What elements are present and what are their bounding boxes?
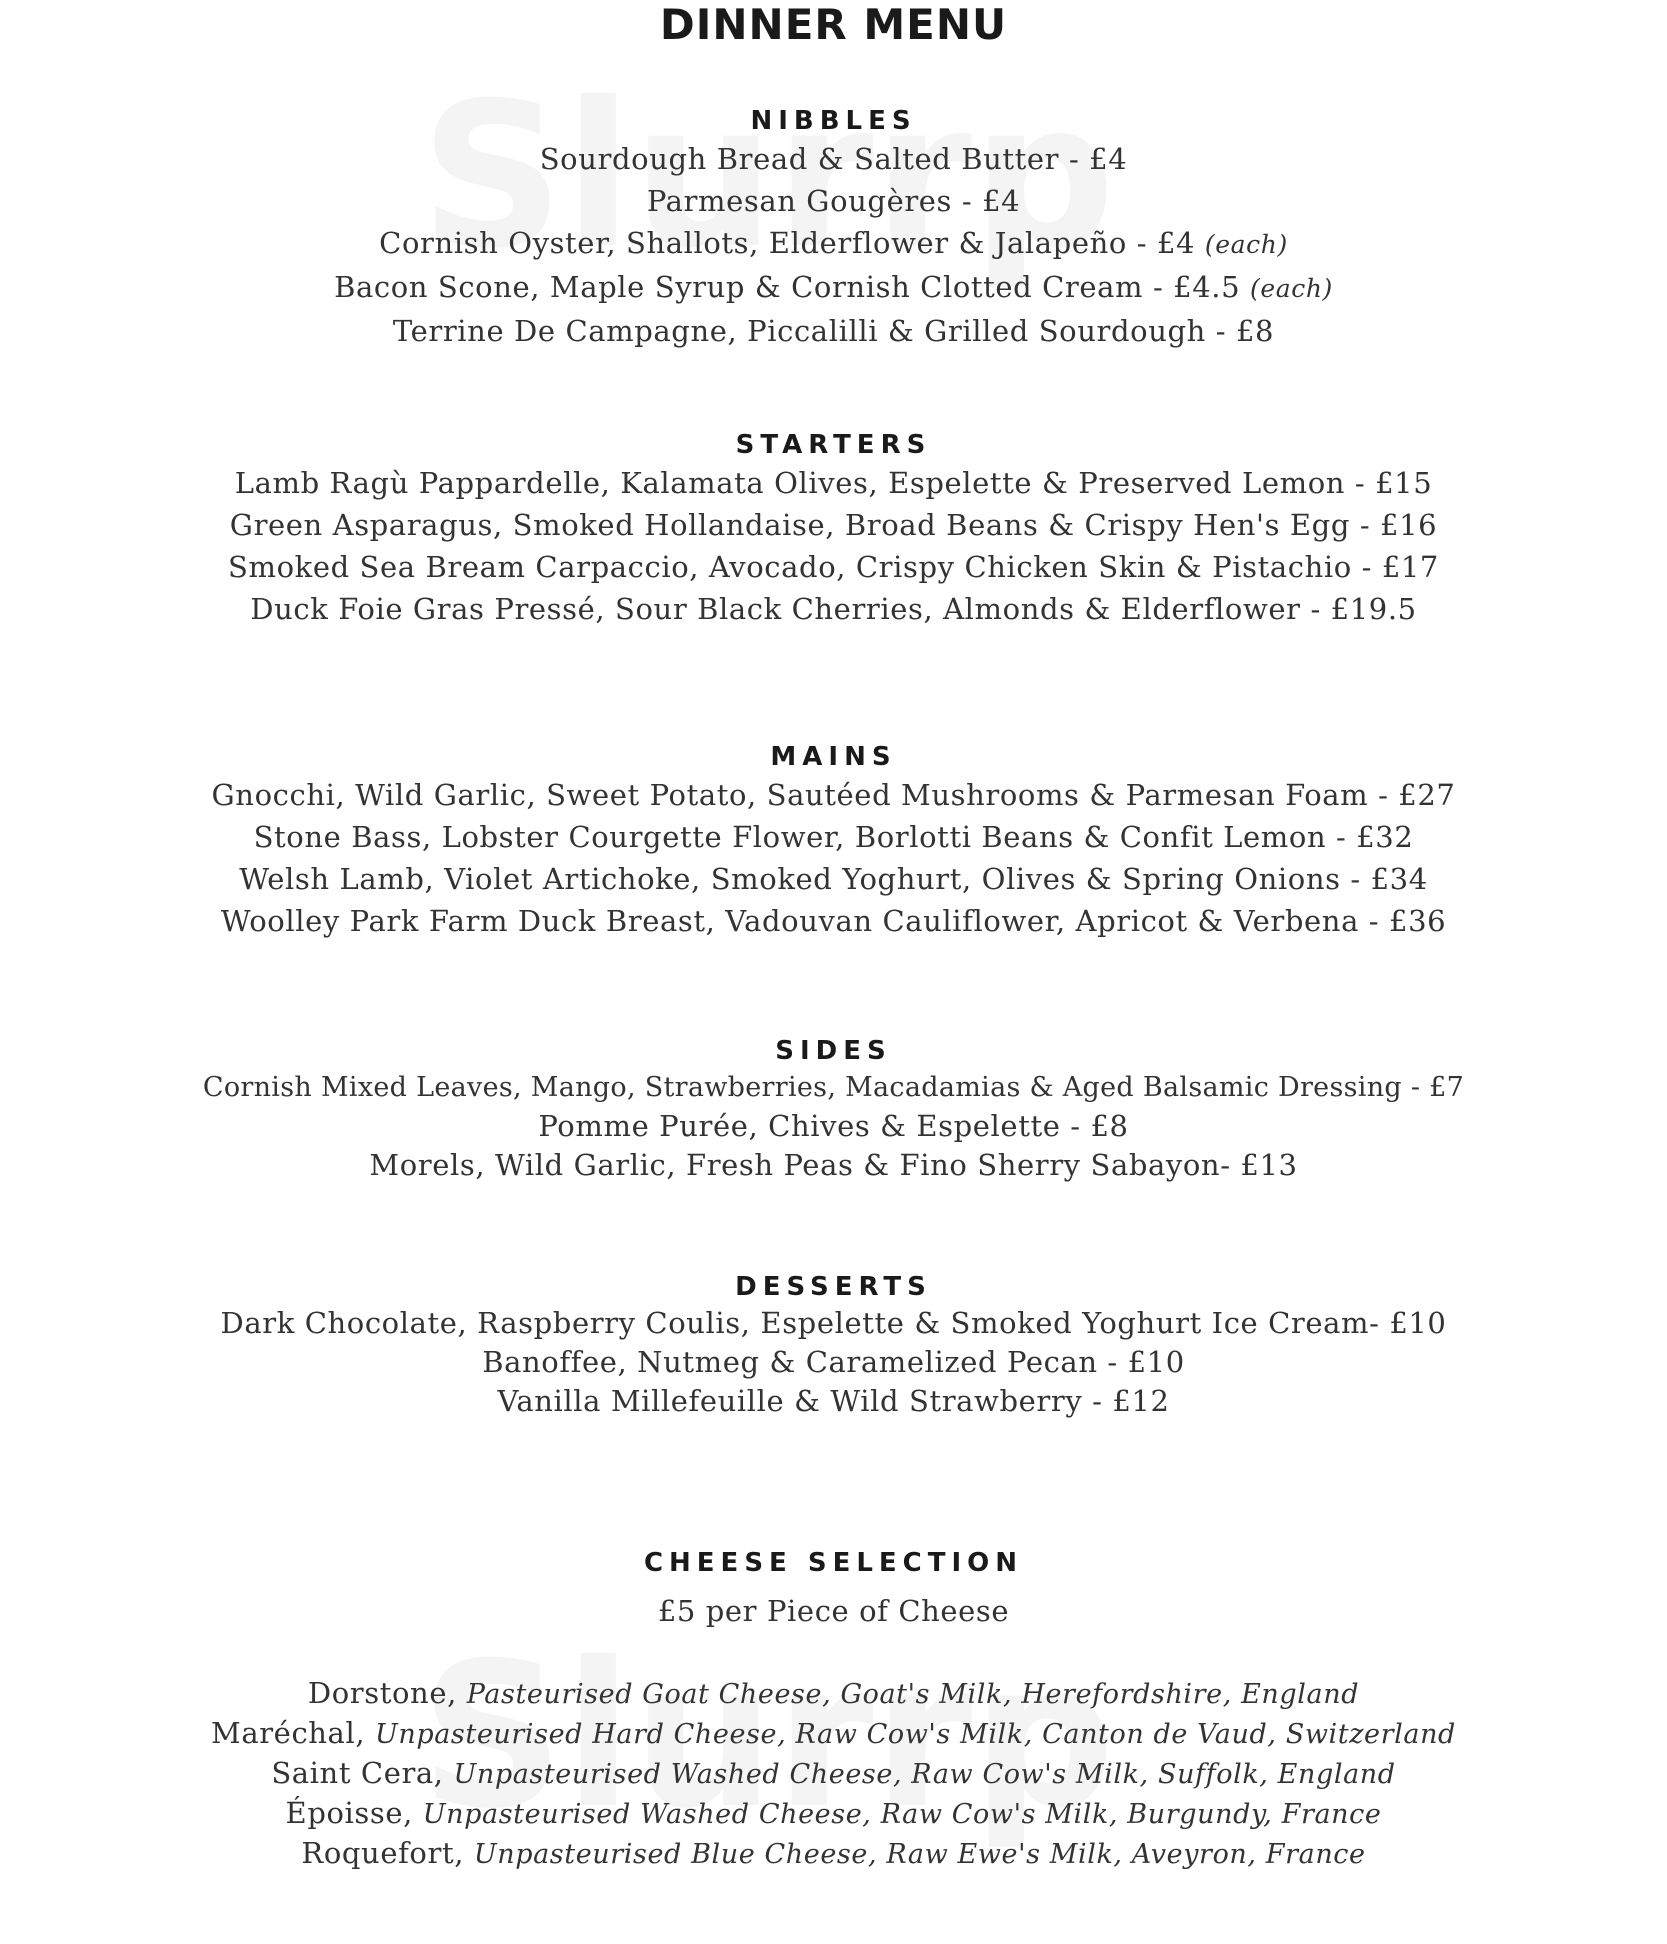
- cheese-item: [0, 1754, 1667, 1794]
- section-heading-starters: STARTERS: [735, 430, 932, 460]
- menu-item: Green Asparagus, Smoked Hollandaise, Broad Beans & Crispy Hen's Egg - £16: [229, 508, 1438, 542]
- menu-item: Sourdough Bread & Salted Butter - £4: [539, 142, 1128, 176]
- menu-item: Terrine De Campagne, Piccalilli & Grilled Sourdough - £8: [392, 314, 1275, 348]
- menu-item: Banoffee, Nutmeg & Caramelized Pecan - £10: [482, 1345, 1185, 1379]
- cheese-item: [0, 1674, 1667, 1714]
- cheese-description: Unpasteurised Hard Cheese, Raw Cow's Milk, Canton de Vaud, Switzerland: [374, 1719, 1456, 1750]
- cheese-description: Unpasteurised Blue Cheese, Raw Ewe's Milk, Aveyron, France: [473, 1839, 1366, 1870]
- section-cheese: [0, 1546, 1667, 1874]
- cheese-item: [0, 1794, 1667, 1834]
- cheese-item: [0, 1834, 1667, 1874]
- menu-item: Woolley Park Farm Duck Breast, Vadouvan Cauliflower, Apricot & Verbena - £36: [220, 904, 1447, 938]
- menu-item: Cornish Oyster, Shallots, Elderflower & Jalapeño - £4 (each): [379, 226, 1288, 260]
- section-nibbles: [0, 104, 1667, 352]
- cheese-description: Pasteurised Goat Cheese, Goat's Milk, Herefordshire, England: [466, 1679, 1360, 1710]
- section-heading-cheese: CHEESE SELECTION: [643, 1548, 1024, 1578]
- menu-item: Bacon Scone, Maple Syrup & Cornish Clotted Cream - £4.5 (each): [334, 270, 1333, 304]
- item-note: (each): [1204, 230, 1288, 259]
- section-desserts: [0, 1270, 1667, 1421]
- cheese-description: Unpasteurised Washed Cheese, Raw Cow's Milk, Suffolk, England: [453, 1759, 1396, 1790]
- menu-item: Dark Chocolate, Raspberry Coulis, Espelette & Smoked Yoghurt Ice Cream- £10: [220, 1306, 1447, 1340]
- cheese-price: £5 per Piece of Cheese: [657, 1594, 1010, 1628]
- cheese-name: Roquefort,: [301, 1836, 465, 1870]
- cheese-name: Maréchal,: [211, 1716, 366, 1750]
- menu-item: Parmesan Gougères - £4: [646, 184, 1021, 218]
- section-heading-nibbles: NIBBLES: [750, 106, 917, 136]
- menu-item: Duck Foie Gras Pressé, Sour Black Cherries, Almonds & Elderflower - £19.5: [250, 592, 1417, 626]
- section-sides: [0, 1034, 1667, 1185]
- section-heading-mains: MAINS: [770, 742, 897, 772]
- menu-item: Morels, Wild Garlic, Fresh Peas & Fino Sherry Sabayon- £13: [369, 1148, 1298, 1182]
- cheese-description: Unpasteurised Washed Cheese, Raw Cow's Milk, Burgundy, France: [422, 1799, 1382, 1830]
- cheese-list: [0, 1674, 1667, 1874]
- cheese-name: Dorstone,: [307, 1676, 457, 1710]
- menu-item: Lamb Ragù Pappardelle, Kalamata Olives, Espelette & Preserved Lemon - £15: [234, 466, 1433, 500]
- cheese-name: Époisse,: [285, 1796, 413, 1830]
- item-note: (each): [1249, 274, 1333, 303]
- section-heading-desserts: DESSERTS: [735, 1272, 932, 1302]
- cheese-item: [0, 1714, 1667, 1754]
- section-mains: [0, 740, 1667, 942]
- menu-item: Gnocchi, Wild Garlic, Sweet Potato, Sautéed Mushrooms & Parmesan Foam - £27: [211, 778, 1456, 812]
- menu-item: Smoked Sea Bream Carpaccio, Avocado, Crispy Chicken Skin & Pistachio - £17: [228, 550, 1439, 584]
- menu-item: Pomme Purée, Chives & Espelette - £8: [538, 1109, 1129, 1143]
- cheese-name: Saint Cera,: [271, 1756, 444, 1790]
- section-starters: [0, 428, 1667, 630]
- menu-item: Stone Bass, Lobster Courgette Flower, Borlotti Beans & Confit Lemon - £32: [253, 820, 1414, 854]
- menu-item: Cornish Mixed Leaves, Mango, Strawberries, Macadamias & Aged Balsamic Dressing - £7: [202, 1072, 1465, 1103]
- section-heading-sides: SIDES: [775, 1036, 892, 1066]
- page-title: DINNER MENU: [659, 0, 1008, 49]
- menu-item: Welsh Lamb, Violet Artichoke, Smoked Yoghurt, Olives & Spring Onions - £34: [239, 862, 1428, 896]
- menu-item: Vanilla Millefeuille & Wild Strawberry - £12: [497, 1384, 1170, 1418]
